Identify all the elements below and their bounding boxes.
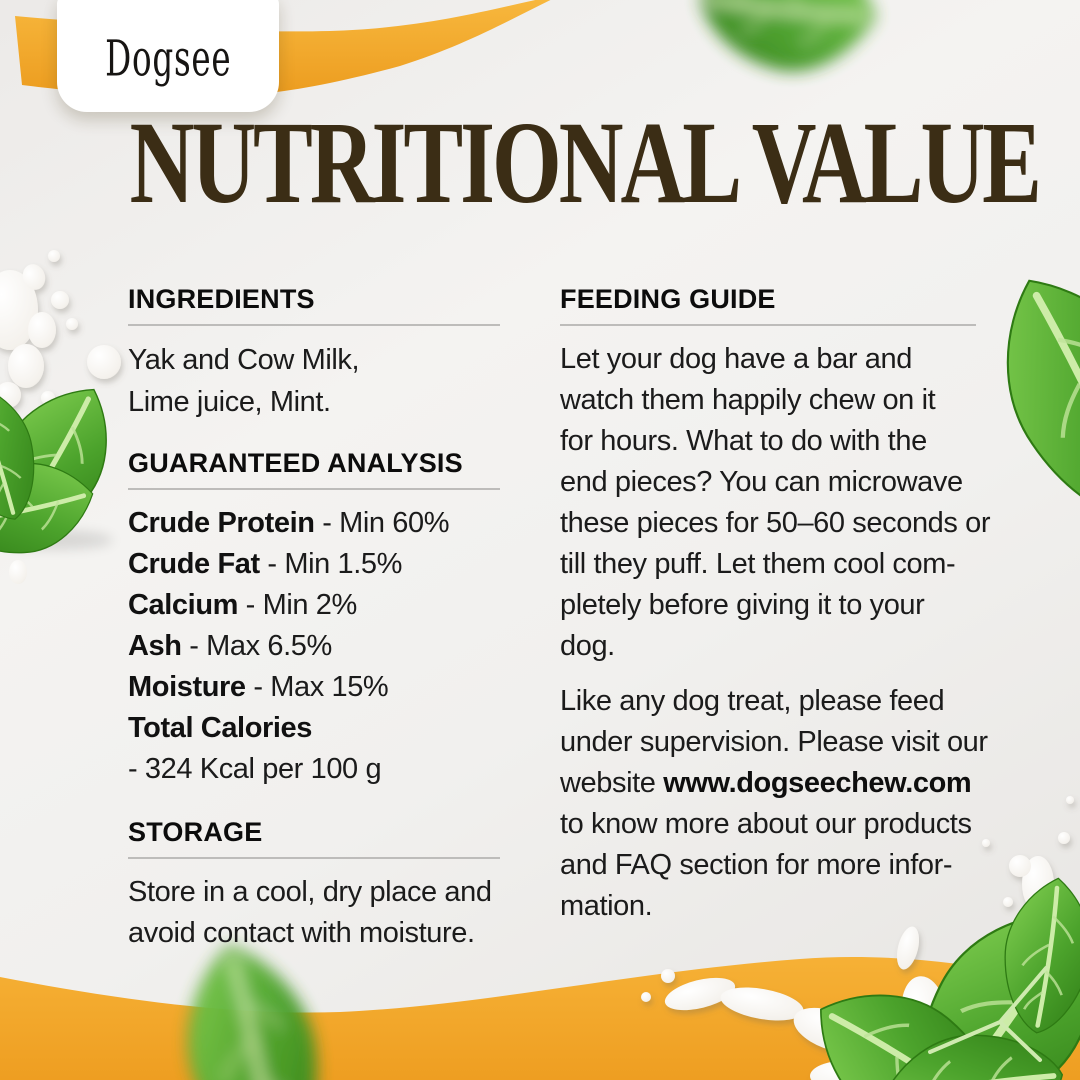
analysis-value: - Max 6.5% [181,630,332,662]
ingredients-line: Yak and Cow Milk, [128,344,360,376]
milk-droplet-left [9,560,27,584]
analysis-value: - Min 60% [314,507,450,539]
storage-heading: STORAGE [128,817,500,859]
right-column [560,284,1028,954]
storage-section [128,817,514,954]
ingredients-section [128,284,514,423]
feeding-line: these pieces for 50–60 seconds or [560,507,991,539]
feeding-line: to know more about our products [560,808,972,840]
feeding-line: pletely before giving it to your [560,589,925,621]
feeding-guide-paragraph-1 [560,339,1028,667]
feeding-guide-heading: FEEDING GUIDE [560,284,976,326]
analysis-term: Moisture [128,671,246,703]
analysis-row [128,749,514,790]
analysis-value: - Min 2% [238,589,357,621]
feeding-guide-paragraph-2 [560,681,1028,927]
analysis-row [128,544,514,585]
feeding-line: till they puff. Let them cool com- [560,548,956,580]
analysis-row [128,708,514,749]
feeding-line: watch them happily chew on it [560,384,936,416]
analysis-term: Crude Fat [128,548,260,580]
analysis-row [128,626,514,667]
storage-line: avoid contact with moisture. [128,917,475,949]
website-url: www.dogseechew.com [663,767,972,799]
mint-leaf-top-blurred [694,0,882,79]
feeding-line: end pieces? You can microwave [560,466,963,498]
mint-leaf-bottom-blurred [169,933,338,1080]
brand-logo: Dogsee [104,30,232,88]
analysis-term: Crude Protein [128,507,315,539]
analysis-value: - Min 1.5% [259,548,403,580]
ingredients-line: Lime juice, Mint. [128,386,331,418]
storage-line: Store in a cool, dry place and [128,876,492,908]
feeding-line: for hours. What to do with the [560,425,927,457]
analysis-value: - 324 Kcal per 100 g [128,753,382,785]
analysis-term: Ash [128,630,182,662]
feeding-line: dog. [560,630,615,662]
analysis-term: Calcium [128,589,239,621]
feeding-line: Like any dog treat, please feed [560,685,945,717]
left-column [128,284,514,954]
analysis-value: - Max 15% [245,671,389,703]
milk-drop-ball [87,345,121,379]
feeding-line: under supervision. Please visit our [560,726,988,758]
analysis-term: Total Calories [128,712,313,744]
guaranteed-analysis-section [128,448,514,790]
feeding-line: mation. [560,890,653,922]
website-prefix: website [560,767,664,799]
guaranteed-analysis-heading: GUARANTEED ANALYSIS [128,448,500,490]
feeding-line: and FAQ section for more infor- [560,849,953,881]
feeding-guide-section [560,284,1028,927]
feeding-line: Let your dog have a bar and [560,343,912,375]
analysis-row [128,585,514,626]
page-title: NUTRITIONAL VALUE [129,97,1039,228]
feeding-website-line [560,763,1028,804]
brand-tab [57,0,279,112]
analysis-row [128,667,514,708]
analysis-row [128,503,514,544]
content-columns [128,284,1028,954]
ingredients-heading: INGREDIENTS [128,284,500,326]
